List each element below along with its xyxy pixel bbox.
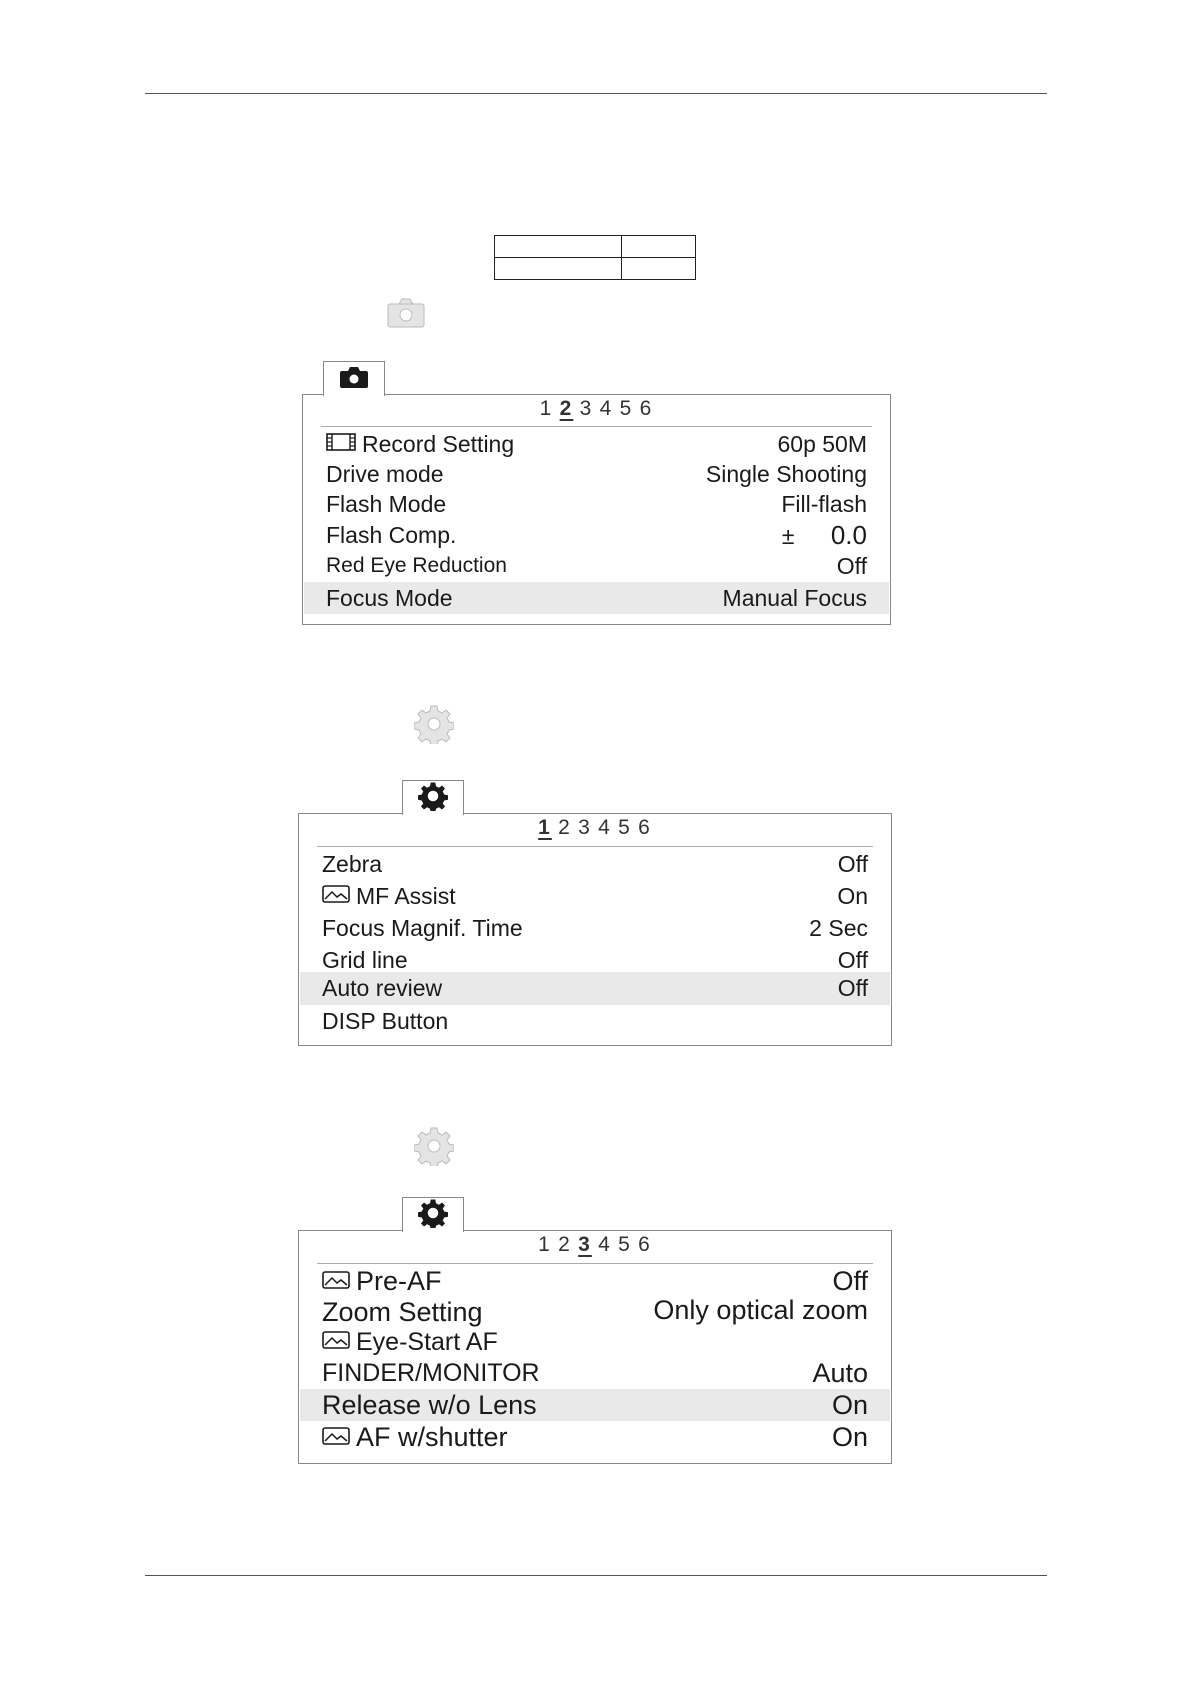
gear-icon <box>418 1198 448 1233</box>
camera-hint-icon <box>387 298 425 333</box>
page-number[interactable]: 4 <box>598 1233 612 1256</box>
header-rule <box>145 93 1047 94</box>
menu-row-drive-mode[interactable] <box>304 459 889 489</box>
menu-row-zebra[interactable] <box>300 848 890 880</box>
menu-box <box>302 394 891 625</box>
page-number[interactable]: 6 <box>638 816 652 839</box>
row-value: Off <box>837 850 868 877</box>
row-value: On <box>831 1421 868 1452</box>
page-number[interactable]: 2 <box>558 816 572 839</box>
page-number[interactable]: 1 <box>539 397 554 420</box>
row-label: Flash Mode <box>326 490 447 517</box>
row-label: Focus Mode <box>326 584 453 611</box>
film-icon <box>326 431 356 458</box>
page-number[interactable]: 2 <box>558 1233 572 1256</box>
menu-row-auto-review[interactable] <box>300 972 890 1005</box>
menu-row-focus-magnif-time[interactable] <box>300 912 890 944</box>
row-label: Red Eye Reduction <box>326 554 507 577</box>
page-separator <box>321 426 872 427</box>
page-number[interactable]: 3 <box>579 397 594 420</box>
row-value: Off <box>832 1265 868 1296</box>
gear-hint-icon <box>414 1126 454 1171</box>
page-separator <box>317 1263 873 1264</box>
menu-row-flash-comp[interactable] <box>304 519 889 551</box>
row-value: Off <box>837 975 868 1001</box>
menu-row-zoom-setting[interactable] <box>300 1295 890 1327</box>
row-label: MF Assist <box>356 882 456 909</box>
row-label: Drive mode <box>326 460 444 487</box>
row-label: Record Setting <box>362 430 515 457</box>
gear-hint-icon <box>414 704 454 749</box>
menu-row-focus-mode[interactable] <box>304 582 889 614</box>
row-label: Eye-Start AF <box>356 1327 498 1356</box>
page-number-current[interactable]: 2 <box>559 397 574 420</box>
page-indicator <box>299 1233 891 1257</box>
menu-row-pre-af[interactable] <box>300 1265 890 1297</box>
row-value: On <box>831 1389 868 1420</box>
table-cell <box>622 258 696 280</box>
picture-icon <box>322 1328 350 1357</box>
page-number[interactable]: 3 <box>578 816 592 839</box>
page-number-current[interactable]: 1 <box>538 816 552 839</box>
page-number[interactable]: 6 <box>638 1233 652 1256</box>
row-label: Zoom Setting <box>322 1297 483 1327</box>
page-indicator <box>303 397 890 421</box>
page-number-current[interactable]: 3 <box>578 1233 592 1256</box>
plus-minus-sign: ± <box>781 522 795 549</box>
table-cell <box>495 236 622 258</box>
row-value: 60p 50M <box>777 430 867 457</box>
menu-box <box>298 813 892 1046</box>
page-number[interactable]: 4 <box>599 397 614 420</box>
row-label: Grid line <box>322 946 408 973</box>
row-label: DISP Button <box>322 1008 449 1034</box>
page-number[interactable]: 5 <box>619 397 634 420</box>
page-number[interactable]: 5 <box>618 816 632 839</box>
row-label: Pre-AF <box>356 1265 442 1296</box>
row-value: Fill-flash <box>781 490 867 517</box>
menu-row-mf-assist[interactable] <box>300 880 890 912</box>
menu-row-eye-start-af[interactable] <box>300 1327 890 1357</box>
menu-row-finder-monitor[interactable] <box>300 1357 890 1389</box>
row-label: Focus Magnif. Time <box>322 914 523 941</box>
tab-camera[interactable] <box>323 361 385 396</box>
page-number[interactable]: 4 <box>598 816 612 839</box>
table-cell <box>495 258 622 280</box>
row-value: Off <box>837 946 868 973</box>
menu-row-record-setting[interactable] <box>304 429 889 459</box>
camera-icon <box>339 365 369 394</box>
tab-setup[interactable] <box>402 780 464 815</box>
menu-box <box>298 1230 892 1464</box>
row-value: On <box>837 882 868 909</box>
row-label: Zebra <box>322 850 383 877</box>
row-value: Only optical zoom <box>653 1295 868 1325</box>
row-label: Flash Comp. <box>326 521 457 548</box>
row-value: Single Shooting <box>705 460 867 487</box>
page-number[interactable]: 5 <box>618 1233 632 1256</box>
menu-row-red-eye-reduction[interactable] <box>304 551 889 581</box>
row-label: Release w/o Lens <box>322 1389 537 1420</box>
row-value: Off <box>836 552 867 579</box>
picture-icon <box>322 1422 350 1453</box>
row-value: 2 Sec <box>809 914 868 941</box>
gear-icon <box>418 781 448 816</box>
page-separator <box>317 846 873 847</box>
page-indicator <box>299 816 891 840</box>
picture-icon <box>322 1266 350 1297</box>
menu-row-af-w-shutter[interactable] <box>300 1421 890 1453</box>
tab-setup[interactable] <box>402 1197 464 1232</box>
picture-icon <box>322 883 350 910</box>
footer-rule <box>145 1575 1047 1576</box>
menu-row-release-wo-lens[interactable] <box>300 1389 890 1421</box>
page-number[interactable]: 6 <box>639 397 654 420</box>
row-label: FINDER/MONITOR <box>322 1358 540 1387</box>
menu-row-disp-button[interactable] <box>300 1005 890 1038</box>
row-label: Auto review <box>322 975 443 1001</box>
menu-row-flash-mode[interactable] <box>304 489 889 519</box>
page-number[interactable]: 1 <box>538 1233 552 1256</box>
row-value: Auto <box>812 1357 868 1388</box>
blank-table <box>494 235 696 280</box>
table-cell <box>622 236 696 258</box>
row-value: Manual Focus <box>722 584 867 611</box>
row-value: 0.0 <box>830 519 867 550</box>
row-label: AF w/shutter <box>356 1421 508 1452</box>
